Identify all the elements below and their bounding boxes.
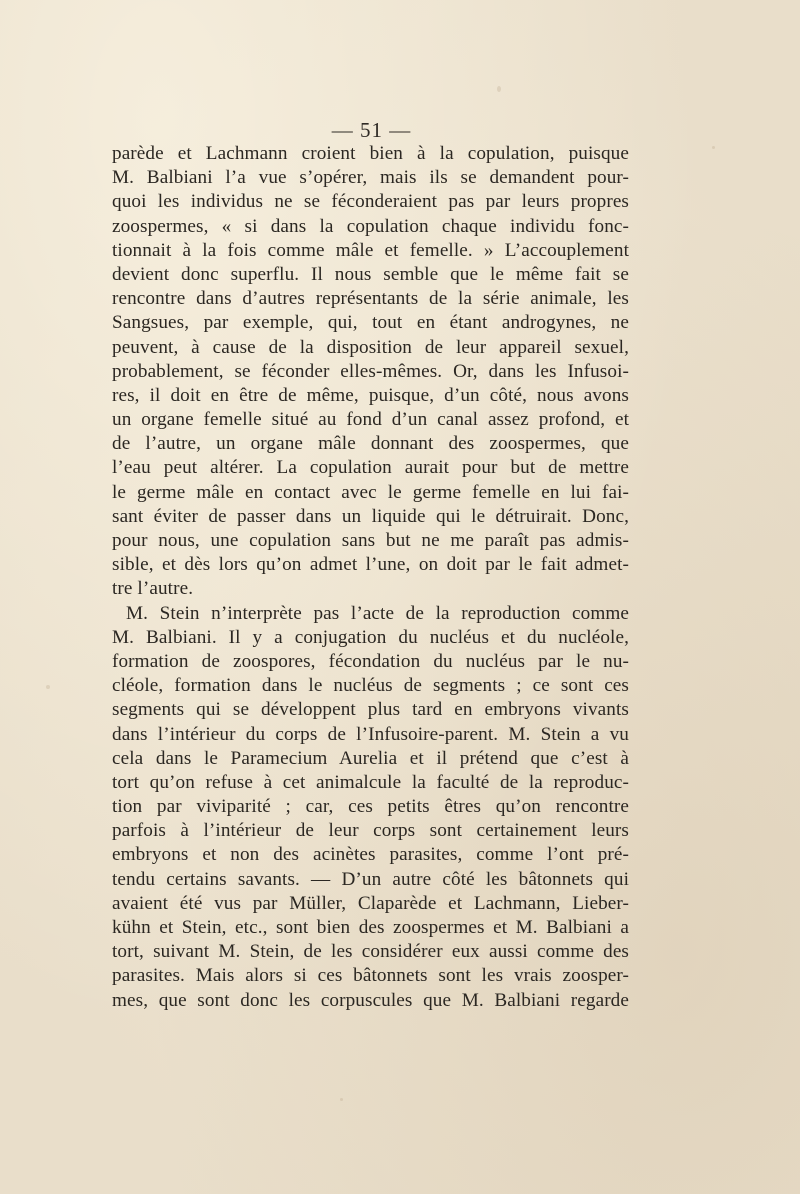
text-line: probablement, se féconder elles-mêmes. Or, dans les Infusoi- <box>112 360 629 382</box>
paper-stain <box>712 146 715 149</box>
text-line: peuvent, à cause de la disposition de leur appareil sexuel, <box>112 336 629 358</box>
text-line: embryons et non des acinètes parasites, comme l’ont pré- <box>112 844 629 866</box>
text-line: sant éviter de passer dans un liquide qui le détruirait. Donc, <box>112 505 629 527</box>
text-line: avaient été vus par Müller, Claparède et Lachmann, Lieber- <box>112 892 629 914</box>
text-line: M. Balbiani l’a vue s’opérer, mais ils se demandent pour- <box>112 167 629 189</box>
paper-stain <box>46 685 50 689</box>
page-number: — 51 — <box>331 118 412 142</box>
text-line: formation de zoospores, fécondation du nucléus par le nu- <box>112 650 629 672</box>
body-text <box>112 142 629 1013</box>
text-line: cela dans le Paramecium Aurelia et il prétend que c’est à <box>112 747 629 769</box>
text-line: M. Balbiani. Il y a conjugation du nucléus et du nucléole, <box>112 626 629 648</box>
text-line: parfois à l’intérieur de leur corps sont certainement leurs <box>112 820 629 842</box>
text-line: parasites. Mais alors si ces bâtonnets sont les vrais zoosper- <box>112 965 629 987</box>
text-line: parède et Lachmann croient bien à la copulation, puisque <box>112 143 629 164</box>
paper-stain <box>340 1098 343 1101</box>
text-line: tionnait à la fois comme mâle et femelle. » L’accouplement <box>112 239 629 261</box>
text-line: segments qui se développent plus tard en embryons vivants <box>112 699 629 721</box>
text-line: devient donc superflu. Il nous semble que le même fait se <box>112 263 629 285</box>
text-line: tion par viviparité ; car, ces petits êtres qu’on rencontre <box>112 796 629 818</box>
text-line: quoi les individus ne se féconderaient pas par leurs propres <box>112 191 629 213</box>
text-line: mes, que sont donc les corpuscules que M. Balbiani regarde <box>112 989 629 1011</box>
text-line: res, il doit en être de même, puisque, d’un côté, nous avons <box>112 384 629 406</box>
text-line: le germe mâle en contact avec le germe femelle en lui fai- <box>112 481 629 503</box>
text-line: tort qu’on refuse à cet animalcule la faculté de la reproduc- <box>112 771 629 793</box>
text-line: tendu certains savants. — D’un autre côté les bâtonnets qui <box>112 868 629 890</box>
text-line: cléole, formation dans le nucléus de segments ; ce sont ces <box>112 675 629 697</box>
text-line: sible, et dès lors qu’on admet l’une, on doit par le fait admet- <box>112 554 629 576</box>
paper-stain <box>497 86 501 92</box>
text-line: kühn et Stein, etc., sont bien des zoospermes et M. Balbiani a <box>112 917 629 938</box>
text-line: l’eau peut altérer. La copulation aurait pour but de mettre <box>112 457 629 479</box>
text-line: pour nous, une copulation sans but ne me paraît pas admis- <box>112 530 629 551</box>
text-line: tre l’autre. <box>112 578 194 600</box>
text-line: zoospermes, « si dans la copulation chaque individu fonc- <box>112 215 629 237</box>
text-line: un organe femelle situé au fond d’un canal assez profond, et <box>112 409 629 431</box>
text-line: rencontre dans d’autres représentants de la série animale, les <box>112 288 629 310</box>
text-line: M. Stein n’interprète pas l’acte de la reproduction comme <box>126 602 629 624</box>
text-line: de l’autre, un organe mâle donnant des zoospermes, que <box>112 433 629 455</box>
text-line: dans l’intérieur du corps de l’Infusoire-parent. M. Stein a vu <box>112 723 629 745</box>
text-line: tort, suivant M. Stein, de les considérer eux aussi comme des <box>112 941 629 963</box>
text-line: Sangsues, par exemple, qui, tout en étant androgynes, ne <box>112 312 629 334</box>
